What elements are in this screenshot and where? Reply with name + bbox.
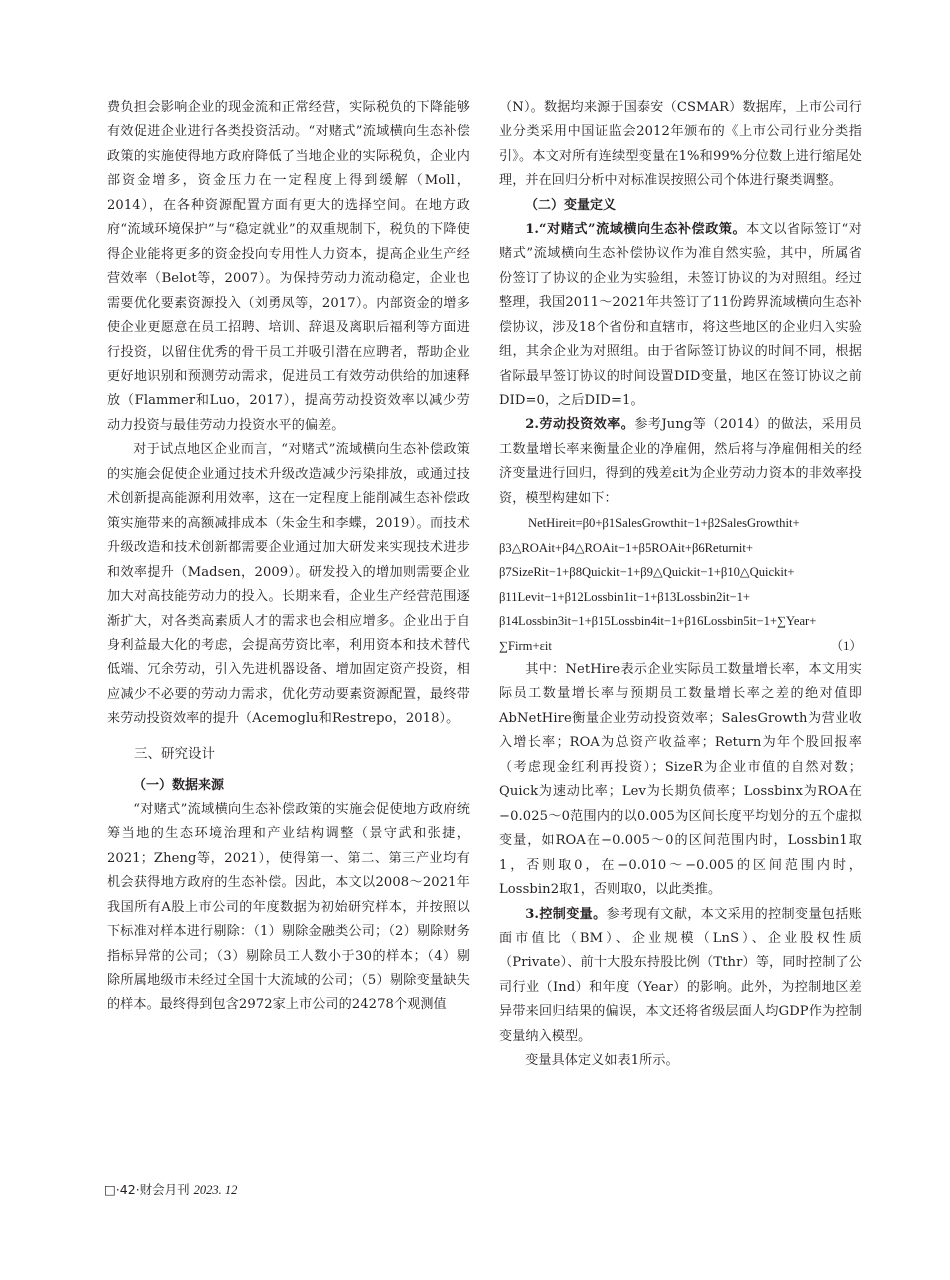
equation-line: β3△ROAit+β4△ROAit−1+β5ROAit+β6Returnit+	[499, 540, 754, 555]
page-footer	[104, 1180, 237, 1198]
variable-item-3	[499, 903, 862, 1050]
equation-line: β7SizeRit−1+β8Quickit−1+β9△Quickit−1+β10△Quickit+	[499, 565, 795, 580]
item-text: 参考Jung等（2014）的做法，采用员工数量增长率来衡量企业的净雇佣，然后将与净雇佣相关的经济变量进行回归，得到的残差εit为企业劳动力资本的非效率投资，模型构建如下：	[499, 417, 862, 506]
right-column	[499, 96, 862, 1074]
left-column	[107, 96, 470, 1018]
equation-last-line	[499, 634, 862, 658]
equation-line: NetHireit=β0+β1SalesGrowthit−1+β2SalesGrowthit+	[527, 516, 800, 531]
body-paragraph: “对赌式”流域横向生态补偿政策的实施会促使地方政府统筹当地的生态环境治理和产业结构调整（景守武和张捷，2021；Zheng等，2021），使得第一、第二、第三产业均有机会获得地方政府的生态补偿。因此，本文以2008～2021年我国所有A股上市公司的年度数据为初始研究样本，并按照以下标准对样本进行剔除：（1）剔除金融类公司；（2）剔除财务指标异常的公司；（3）剔除员工人数小于30的样本；（4）剔除所属地级市未经过全国十大流域的公司；（5）剔除变量缺失的样本。最终得到包含2972家上市公司的24278个观测值	[107, 801, 470, 1013]
equation	[499, 511, 862, 658]
item-title: 1.“对赌式”流域横向生态补偿政策。	[525, 221, 747, 237]
body-paragraph: 变量具体定义如表1所示。	[525, 1053, 679, 1069]
equation-line: ∑Firm+εit	[499, 638, 552, 653]
subsection-heading: （二）变量定义	[525, 197, 617, 213]
body-paragraph: （N）。数据均来源于国泰安（CSMAR）数据库，上市公司行业分类采用中国证监会2012年颁布的《上市公司行业分类指引》。本文对所有连续型变量在1%和99%分位数上进行缩尾处理，并在回归分析中对标准误按照公司个体进行聚类调整。	[499, 100, 862, 189]
item-text: 参考现有文献，本文采用的控制变量包括账面市值比（BM）、企业规模（LnS）、企业股权性质（Private）、前十大股东持股比例（Tthr）等，同时控制了公司行业（Ind）和年度（Year）的影响。此外，为控制地区差异带来回归结果的偏误，本文还将省级层面人均GDP作为控制变量纳入模型。	[499, 906, 863, 1044]
body-paragraph: 其中：NetHire表示企业实际员工数量增长率，本文用实际员工数量增长率与预期员工数量增长率之差的绝对值即AbNetHire衡量企业劳动投资效率；SalesGrowth为营业收入增长率；ROA为总资产收益率；Return为年个股回报率（考虑现金红利再投资）；SizeR为企业市值的自然对数；Quick为速动比率；Lev为长期负债率；Lossbinx为ROA在−0.025～0范围内的以0.005为区间长度平均划分的五个虚拟变量，如ROA在−0.005～0的区间范围内时，Lossbin1取1，否则取0，在−0.010～−0.005的区间范围内时，Lossbin2取1，否则取0，以此类推。	[499, 661, 862, 898]
item-text: 本文以省际签订“对赌式”流域横向生态补偿协议作为准自然实验，其中，所属省份签订了协议的企业为实验组，未签订协议的为对照组。经过整理，我国2011～2021年共签订了11份跨界流域横向生态补偿协议，涉及18个省份和直辖市，将这些地区的企业归入实验组，其余企业为对照组。由于省际签订协议的时间不同，根据省际最早签订协议的时间设置DID变量，地区在签订协议之前DID=0，之后DID=1。	[499, 221, 862, 408]
page-number: □·42·财会月刊	[104, 1182, 190, 1197]
equation-line: β14Lossbin3it−1+β15Lossbin4it−1+β16Lossbin5it−1+∑Year+	[499, 614, 817, 629]
variable-item-2	[499, 413, 862, 511]
section-heading: 三、研究设计	[134, 745, 215, 762]
item-title: 2.劳动投资效率。	[525, 417, 635, 433]
body-paragraph: 对于试点地区企业而言，“对赌式”流域横向生态补偿政策的实施会促使企业通过技术升级改造减少污染排放，或通过技术创新提高能源利用效率，这在一定程度上能削减生态补偿政策实施带来的高额减排成本（朱金生和李蝶，2019）。而技术升级改造和技术创新都需要企业通过加大研发来实现技术进步和效率提升（Madsen，2009）。研发投入的增加则需要企业加大对高技能劳动力的投入。长期来看，企业生产经营范围逐渐扩大，对各类高素质人才的需求也会相应增多。企业出于自身利益最大化的考虑，会提高劳资比率，利用资本和技术替代低端、冗余劳动，引入先进机器设备、增加固定资产投资，相应减少不必要的劳动力需求，优化劳动要素资源配置，最终带来劳动投资效率的提升（Acemoglu和Restrepo，2018）。	[107, 442, 470, 727]
body-paragraph: 费负担会影响企业的现金流和正常经营，实际税负的下降能够有效促进企业进行各类投资活动。“对赌式”流域横向生态补偿政策的实施使得地方政府降低了当地企业的实际税负，企业内部资金增多，资金压力在一定程度上得到缓解（Moll，2014），在各种资源配置方面有更大的选择空间。在地方政府“流域环境保护”与“稳定就业”的双重规制下，税负的下降使得企业能将更多的资金投向专用性人力资本，提高企业生产经营效率（Belot等，2007）。为保持劳动力流动稳定，企业也需要优化要素资源投入（刘勇凤等，2017）。内部资金的增多使企业更愿意在员工招聘、培训、辞退及离职后福利等方面进行投资，以留住优秀的骨干员工并吸引潜在应聘者，帮助企业更好地识别和预测劳动需求，促进员工有效劳动供给的加速释放（Flammer和Luo，2017），提高劳动投资效率以减少劳动力投资与最佳劳动力投资水平的偏差。	[107, 100, 470, 433]
equation-line: β11Levit−1+β12Lossbin1it−1+β13Lossbin2it−1+	[499, 589, 750, 604]
equation-number: （1）	[830, 638, 862, 653]
issue-date: 2023. 12	[193, 1183, 238, 1197]
subsection-heading: （一）数据来源	[133, 777, 225, 793]
item-title: 3.控制变量。	[525, 906, 607, 922]
variable-item-1	[499, 218, 862, 414]
